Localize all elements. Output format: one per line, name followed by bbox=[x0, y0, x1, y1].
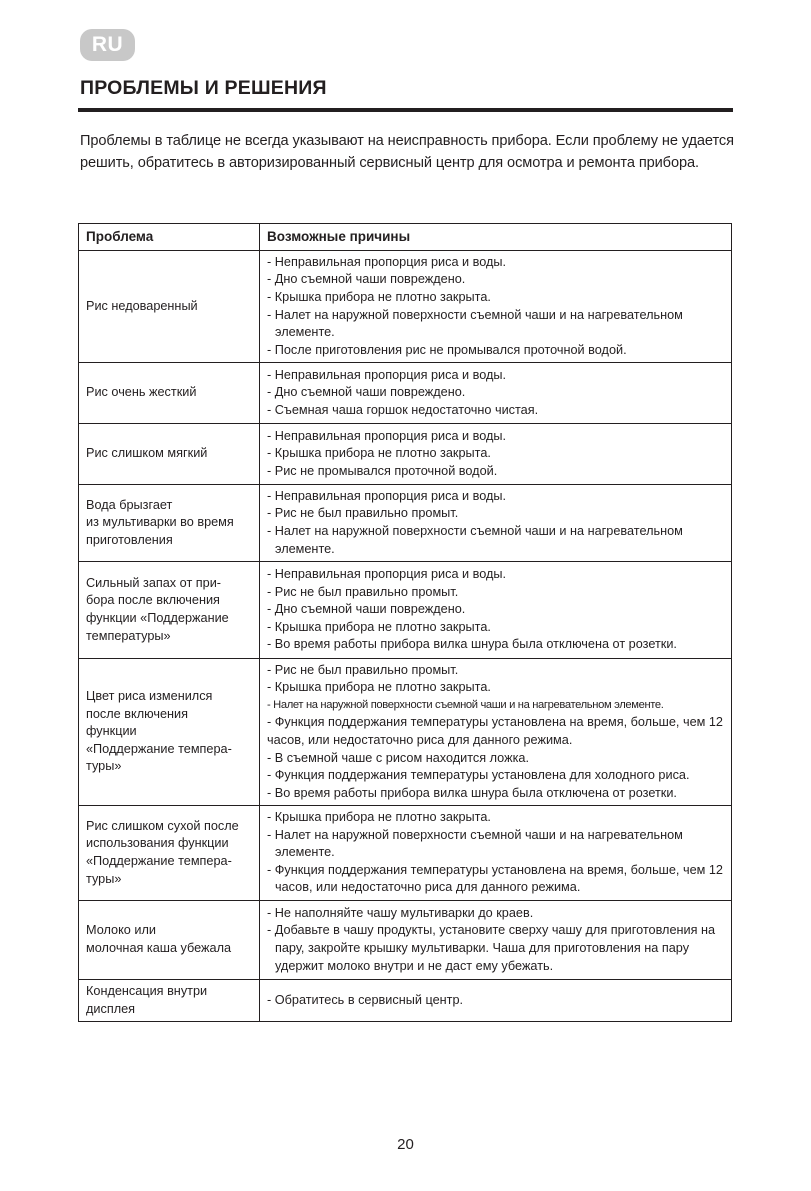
cause-item: - Налет на наружной поверхности съемной чаши и на нагревательном элементе. bbox=[267, 698, 664, 711]
table-row bbox=[79, 659, 732, 806]
table-row bbox=[79, 424, 732, 485]
cause-item: - В съемной чаше с рисом находится ложка. bbox=[267, 750, 529, 765]
troubleshooting-table bbox=[78, 223, 732, 1022]
intro-paragraph: Проблемы в таблице не всегда указывают на неисправность прибора. Если проблему не удается решить, обратитесь в авторизированный сервисный центр для осмотра и ремонта прибора. bbox=[80, 133, 734, 171]
problem-text-line: туры» bbox=[86, 871, 122, 886]
column-header-problem: Проблема bbox=[79, 224, 260, 251]
cause-item: - Крышка прибора не плотно закрыта. bbox=[267, 289, 491, 304]
problem-text-line: дисплея bbox=[86, 1001, 136, 1016]
cause-item: - Неправильная пропорция риса и воды. bbox=[267, 567, 507, 582]
causes-cell bbox=[260, 562, 732, 659]
problem-text-line: Рис слишком мягкий bbox=[86, 446, 208, 461]
problem-cell bbox=[79, 562, 260, 659]
problem-text-line: функции bbox=[86, 724, 137, 739]
problem-text-line: приготовления bbox=[86, 532, 173, 547]
table-header-row bbox=[79, 224, 732, 251]
table-row bbox=[79, 485, 732, 562]
cause-item: - Добавьте в чашу продукты, установите сверху чашу для приготовления на пару, закройте крышку мультиварки. Чаша для приготовления на пару удержит молоко внутри и не даст ему убежать. bbox=[267, 923, 716, 973]
cause-item: - После приготовления рис не промывался проточной водой. bbox=[267, 342, 627, 357]
cause-item: - Неправильная пропорция риса и воды. bbox=[267, 488, 507, 503]
cause-item: - Рис не был правильно промыт. bbox=[267, 584, 459, 599]
cause-item: - Налет на наружной поверхности съемной чаши и на нагревательном элементе. bbox=[267, 827, 683, 860]
page-title: ПРОБЛЕМЫ И РЕШЕНИЯ bbox=[80, 77, 327, 99]
cause-item: - Дно съемной чаши повреждено. bbox=[267, 272, 466, 287]
cause-item: - Рис не был правильно промыт. bbox=[267, 506, 459, 521]
problem-text-line: температуры» bbox=[86, 628, 171, 643]
table-body bbox=[79, 251, 732, 1022]
cause-item: - Во время работы прибора вилка шнура была отключена от розетки. bbox=[267, 785, 677, 800]
causes-cell bbox=[260, 806, 732, 901]
cause-item: - Крышка прибора не плотно закрыта. bbox=[267, 810, 491, 825]
problem-cell bbox=[79, 901, 260, 980]
cause-item: - Функция поддержания температуры установлена для холодного риса. bbox=[267, 768, 690, 783]
problem-cell bbox=[79, 980, 260, 1022]
problem-cell bbox=[79, 363, 260, 424]
problem-cell bbox=[79, 806, 260, 901]
cause-item: - Налет на наружной поверхности съемной чаши и на нагревательном элементе. bbox=[267, 307, 683, 340]
causes-cell bbox=[260, 424, 732, 485]
cause-item: - Функция поддержания температуры установлена на время, больше, чем 12 часов, или недостаточно риса для данного режима. bbox=[267, 715, 723, 747]
cause-item: - Неправильная пропорция риса и воды. bbox=[267, 254, 507, 269]
problem-text-line: туры» bbox=[86, 759, 122, 774]
problem-text-line: бора после включения bbox=[86, 593, 220, 608]
language-badge: RU bbox=[80, 29, 135, 61]
cause-item: - Рис не промывался проточной водой. bbox=[267, 463, 498, 478]
causes-cell bbox=[260, 659, 732, 806]
cause-item: - Неправильная пропорция риса и воды. bbox=[267, 367, 507, 382]
table-row bbox=[79, 980, 732, 1022]
title-divider bbox=[78, 108, 733, 112]
problem-text-line: из мультиварки во время bbox=[86, 515, 234, 530]
cause-item: - Во время работы прибора вилка шнура была отключена от розетки. bbox=[267, 637, 677, 652]
problem-text-line: Вода брызгает bbox=[86, 497, 173, 512]
problem-cell bbox=[79, 251, 260, 363]
cause-item: - Неправильная пропорция риса и воды. bbox=[267, 428, 507, 443]
table-row bbox=[79, 363, 732, 424]
cause-item: - Крышка прибора не плотно закрыта. bbox=[267, 680, 491, 695]
problem-text-line: функции «Поддержание bbox=[86, 611, 229, 625]
cause-item: - Крышка прибора не плотно закрыта. bbox=[267, 619, 491, 634]
problem-text-line: Рис недоваренный bbox=[86, 298, 198, 313]
causes-cell bbox=[260, 901, 732, 980]
problem-text-line: молочная каша убежала bbox=[86, 941, 232, 955]
problem-text-line: Сильный запах от при- bbox=[86, 575, 222, 590]
problem-text-line: использования функции bbox=[86, 836, 229, 851]
cause-item: - Функция поддержания температуры установлена на время, больше, чем 12 часов, или недостаточно риса для данного режима. bbox=[267, 862, 723, 895]
causes-cell bbox=[260, 485, 732, 562]
problem-text-line: Конденсация внутри bbox=[86, 983, 208, 998]
page-number: 20 bbox=[397, 1136, 414, 1153]
problem-cell bbox=[79, 424, 260, 485]
causes-cell bbox=[260, 363, 732, 424]
problem-text-line: после включения bbox=[86, 706, 188, 721]
table-row bbox=[79, 562, 732, 659]
problem-cell bbox=[79, 659, 260, 806]
cause-item: - Крышка прибора не плотно закрыта. bbox=[267, 446, 491, 461]
causes-cell bbox=[260, 251, 732, 363]
cause-item: - Налет на наружной поверхности съемной чаши и на нагревательном элементе. bbox=[267, 524, 683, 556]
cause-item: - Рис не был правильно промыт. bbox=[267, 662, 459, 677]
problem-text-line: «Поддержание темпера- bbox=[86, 854, 232, 868]
problem-text-line: Рис слишком сухой после bbox=[86, 818, 239, 833]
causes-cell bbox=[260, 980, 732, 1022]
problem-text-line: Рис очень жесткий bbox=[86, 385, 197, 400]
problem-text-line: Молоко или bbox=[86, 923, 156, 938]
cause-item: - Обратитесь в сервисный центр. bbox=[267, 992, 464, 1007]
cause-item: - Дно съемной чаши повреждено. bbox=[267, 385, 466, 400]
table-row bbox=[79, 251, 732, 363]
column-header-causes: Возможные причины bbox=[260, 224, 732, 251]
cause-item: - Дно съемной чаши повреждено. bbox=[267, 602, 466, 617]
cause-item: - Съемная чаша горшок недостаточно чистая. bbox=[267, 402, 539, 417]
cause-item: - Не наполняйте чашу мультиварки до краев. bbox=[267, 905, 534, 920]
problem-text-line: Цвет риса изменился bbox=[86, 689, 213, 704]
problem-cell bbox=[79, 485, 260, 562]
problem-text-line: «Поддержание темпера- bbox=[86, 741, 232, 756]
table-row bbox=[79, 901, 732, 980]
table-row bbox=[79, 806, 732, 901]
